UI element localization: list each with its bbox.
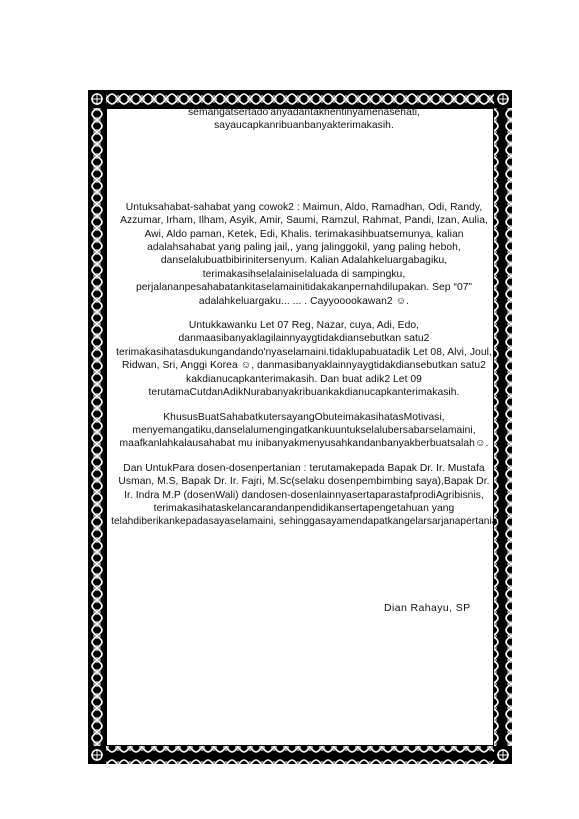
text-line: sayaucapkanribuanbanyakterimakasih. xyxy=(214,120,394,132)
text-line: Azzumar, Irham, Ilham, Asyik, Amir, Saumi, Ramzul, Rahmat, Pandi, Izan, Aulia, xyxy=(120,215,488,227)
acknowledgement-text xyxy=(108,106,504,529)
text-line: Untukkawanku Let 07 Reg, Nazar, cuya, Adi, Edo, xyxy=(188,320,420,332)
paragraph-khusus xyxy=(108,411,500,451)
text-line: danselalubuatbibirinitersenyum. Kalian Adalahkeluargabagiku, xyxy=(160,255,448,267)
text-line: semangatsertado'anyadantakhentinyamenasehati, xyxy=(187,107,421,118)
text-line: Ir. Indra M.P (dosenWali) dandosen-dosenlainnyasertaparastafprodiAgribisnis, xyxy=(124,489,484,501)
text-line: terimakasihataskelancarandanpendidikansertapengetahuan yang xyxy=(153,502,455,514)
paragraph-kawan xyxy=(108,319,500,399)
text-line: perjalananpesahabatankitaselamainitidakakanpernahdilupakan. Sep “07” xyxy=(136,282,472,294)
border-left xyxy=(88,90,106,764)
corner-knot-bl xyxy=(88,746,106,764)
text-line: telahdiberikankepadasayaselamaini, sehinggasayamendapatkangelarsarjanapertanian xyxy=(111,516,504,528)
text-line: adalahkeluargaku... ... . Cayyooookawan2 ☺. xyxy=(198,295,410,307)
border-bottom xyxy=(88,746,512,764)
paragraph-sahabat xyxy=(108,201,500,308)
text-line: terimakasihselalainiselaluada di sampingku, xyxy=(202,268,406,280)
paragraph-opening xyxy=(108,106,500,133)
text-line: Untuksahabat-sahabat yang cowok2 : Maimun, Aldo, Ramadhan, Odi, Randy, xyxy=(125,201,483,213)
text-line: menyemangatiku,danselalumengingatkankuuntukselalubersabarselamaini, xyxy=(132,424,476,436)
corner-knot-br xyxy=(494,746,512,764)
text-line: KhususBuatSahabatkutersayangObuteimakasihatasMotivasi, xyxy=(163,411,445,423)
text-line: Awi, Aldo paman, Ketek, Edi, Khalis. terimakasihbuatsemunya, kalian xyxy=(144,228,464,240)
text-line: Ridwan, Sri, Anggi Korea ☺, danmasibanyaklainnyaygtidakdiansebutkan satu2 xyxy=(122,360,486,372)
text-line: Usman, M.S, Bapak Dr. Ir. Fajri, M.Sc(selaku dosenpembimbing saya),Bapak Dr. xyxy=(118,476,490,488)
signature: Dian Rahayu, SP xyxy=(384,602,471,614)
text-line: danmaasibanyaklagilainnyaygtidakdiansebutkan satu2 xyxy=(178,333,430,345)
paragraph-dosen xyxy=(108,462,504,529)
corner-knot-tl xyxy=(88,90,106,108)
text-line: kakdianucapkanterimakasih. Dan buat adik2 Let 09 xyxy=(186,373,422,385)
text-line: Dan UntukPara dosen-dosenpertanian : terutamakepada Bapak Dr. Ir. Mustafa xyxy=(123,462,485,474)
text-line: maafkanlahkalausahabat mu inibanyakmenyusahkandanbanyakberbuatsalah☺. xyxy=(119,438,489,450)
text-line: terimakasihatasdukungandando'nyaselamaini.tidaklupabuatadik Let 08, Alvi, Joul, xyxy=(116,346,492,358)
text-line: adalahsahabat yang paling jail,, yang jalinggokil, yang paling heboh, xyxy=(147,242,461,254)
text-line: terutamaCutdanAdikNurabanyakribuankakdianucapkanterimakasih. xyxy=(148,387,460,399)
